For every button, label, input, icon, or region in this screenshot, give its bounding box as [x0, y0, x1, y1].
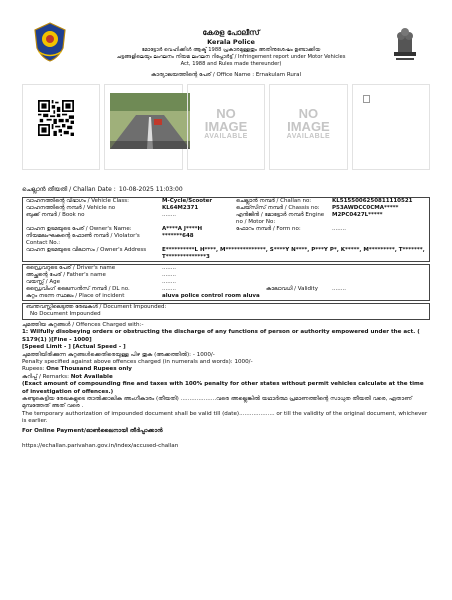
penalty-en: Penalty specified against above offences charged (in numerals and words): 1000/- — [22, 359, 253, 366]
table-row — [23, 279, 429, 286]
vehicle-class-label: വാഹനത്തിന്റെ വിഭാഗം / Vehicle Class: — [26, 198, 129, 204]
father-name-label: അച്ഛന്റെ പേര് / Father's name — [26, 272, 106, 278]
no-image-box-2 — [269, 84, 347, 170]
form-no-value: ........ — [332, 226, 346, 232]
place-label: കുറ്റം നടന്ന സ്ഥലം / Place of incident — [26, 293, 125, 299]
table-row — [23, 272, 429, 279]
challan-date-label: ചെല്ലാൻ തീയതി / Challan Date : — [22, 186, 116, 193]
title-ml: കേരള പോലീസ് — [202, 28, 260, 37]
qr-code-icon — [38, 100, 74, 136]
no-image-placeholder-1 — [198, 95, 254, 151]
driver-name-value: ........ — [162, 265, 176, 271]
table-row — [23, 205, 429, 212]
owner-address-label: വാഹന ഉടമയുടെ വിലാസം / Owner's Address — [26, 247, 147, 253]
vehicle-details-table — [22, 197, 430, 262]
chassis-no-value: P53AWDCC0CMA***** — [332, 205, 399, 211]
table-row — [23, 226, 429, 233]
driver-details-table — [22, 264, 430, 301]
contact-no-label: നിയമലംഘകന്റെ ഫോൺ നമ്പർ / Violator's Contact No.: — [26, 233, 140, 246]
kerala-police-emblem-icon — [32, 22, 68, 62]
document-impounded-box — [22, 303, 430, 320]
owner-name-label: വാഹന ഉടമയുടെ പേര് / Owner's Name: — [26, 226, 132, 232]
document-impounded-label: ബന്തവസ്സിലെടുത്ത രേഖകൾ / Document Impounded: — [26, 304, 167, 310]
evidence-images — [22, 84, 430, 170]
no-image-available: AVAILABLE — [204, 132, 248, 140]
subtitle-3: Act, 1988 and Rules made thereunder) — [180, 61, 282, 67]
book-no-value: ........ — [162, 212, 176, 218]
no-image-text-3: NO — [298, 105, 319, 121]
no-image-available-2: AVAILABLE — [286, 132, 331, 140]
document-impounded-value: No Document Impounded — [30, 311, 101, 317]
offence-section — [22, 322, 430, 435]
table-row — [23, 247, 429, 261]
header-text — [92, 28, 370, 68]
validity-value: ........ — [332, 286, 346, 292]
validity-label: കാലാവധി / Validity — [266, 286, 318, 292]
no-image-text-2: IMAGE — [204, 118, 248, 134]
vehicle-no-label: വാഹനത്തിന്റെ നമ്പർ / Vehicle no — [26, 205, 116, 211]
temp-authorization-en: The temporary authorization of impounded document shall be valid till (date).................... or till the validity of the original document, whichever is earlier. — [22, 410, 428, 425]
age-value: ........ — [162, 279, 176, 285]
engine-no-label: എൻജിൻ / മോട്ടോർ നമ്പർ Engine no / Motor No: — [236, 212, 325, 225]
dl-no-label: ഡ്രൈവിംഗ് ലൈസൻസ് നമ്പർ / DL no. — [26, 286, 130, 292]
speed-line: [Speed Limit - ] [Actual Speed - ] — [22, 344, 126, 351]
qr-code-box — [22, 84, 100, 170]
driver-name-label: ഡ്രൈവറുടെ പേര് / Driver's name — [26, 265, 116, 271]
subtitle-2: ചട്ടങ്ങളിലെയും ലംഘനം നിയമ ലംഘന റിപ്പോർട്ട് / Infringement report under Motor Vehicles — [116, 54, 346, 60]
dl-no-value: ........ — [162, 286, 176, 292]
office-name: കാര്യാലയത്തിന്റെ പേര് / Office Name : Ernakulam Rural — [150, 72, 302, 78]
vehicle-no-value: KL64M2371 — [162, 205, 199, 211]
book-no-label: ബുക്ക് നമ്പർ / Book no — [26, 212, 85, 218]
remarks-label: കുറിപ്പ് / Remarks: — [22, 373, 69, 380]
payment-link[interactable]: https://echallan.parivahan.gov.in/index/accused-challan — [22, 443, 179, 450]
vehicle-photo — [110, 93, 190, 149]
title-en: Kerala Police — [207, 38, 255, 46]
subtitle-1: മോട്ടോർ വെഹിക്കിൾ ആക്ട് 1988 പ്രകാരമുള്ളതും അതിനുശേഷം ഉണ്ടാക്കിയ — [141, 47, 321, 53]
table-row — [23, 265, 429, 272]
form-no-label: ഫോറം നമ്പർ / Form no: — [236, 226, 301, 232]
national-emblem-icon — [390, 22, 420, 66]
engine-no-value: M2PC0427L***** — [332, 212, 383, 218]
no-image-text: NO — [216, 105, 236, 121]
header — [22, 0, 430, 70]
owner-address-value: E**********L H****, M**************, S****Y N****, P***Y P*, K*****, M*********, T*******, T**************3 — [162, 247, 425, 260]
no-image-text-4: IMAGE — [287, 118, 330, 134]
chassis-no-label: ചെയ്സിസ് നമ്പർ / Chassis no: — [236, 205, 320, 211]
penalty-ml: ചുമത്തിയിരിക്കുന്ന കുറ്റങ്ങൾക്കെതിരെയുള്ള പിഴ തുക (അക്കത്തിൽ): - 1000/- — [22, 351, 215, 358]
remarks-row — [22, 374, 430, 381]
vehicle-photo-box[interactable] — [104, 84, 182, 170]
challan-date-value: 10-08-2025 11:03:00 — [118, 186, 183, 193]
online-payment-heading: For Online Payment/ഓൺലൈനായി തീർപ്പാക്കാൻ — [22, 427, 163, 434]
table-row — [23, 293, 429, 300]
father-name-value: ........ — [162, 272, 176, 278]
offences-heading: ചുമത്തിയ കുറ്റങ്ങൾ / Offences Charged with:- — [22, 322, 144, 328]
rupees-row — [22, 366, 430, 373]
vehicle-class-value: M-Cycle/Scooter — [162, 198, 213, 204]
challan-date-row — [22, 186, 430, 194]
challan-no-value: KL5155006250811110521 — [332, 198, 413, 204]
table-row — [23, 286, 429, 293]
table-row — [23, 233, 429, 247]
broken-image-icon — [363, 95, 370, 103]
temp-authorization-ml: കണ്ടുകെട്ടിയ രേഖകളുടെ താൽക്കാലിക അംഗീകാരം (തീയതി) ....................വരെ അല്ലെങ്കിൽ യഥാർത്ഥ പ്രമാണത്തിന്റെ സാധുത തീയതി വരെ, ഏതാണ് മുമ്പത്തേത് അത് വരെ . — [22, 396, 413, 410]
place-value: aluva police control room aluva — [162, 293, 260, 299]
contact-no-value: *******648 — [162, 233, 194, 239]
owner-name-value: A****A J****H — [162, 226, 203, 232]
age-label: വയസ്സ് / Age — [26, 279, 60, 285]
remarks-value: Not Available — [70, 373, 113, 380]
no-image-box-1 — [187, 84, 265, 170]
no-image-placeholder-2 — [280, 95, 336, 151]
rupees-label: Rupees: — [22, 366, 45, 373]
table-row — [23, 198, 429, 205]
challan-no-label: ചെല്ലാൻ നമ്പർ / Challan no: — [236, 198, 312, 204]
rupees-value: One Thousand Rupees only — [46, 366, 132, 373]
table-row — [23, 212, 429, 226]
offence-item: 1: Wilfully disobeying orders or obstructing the discharge of any functions of person or authority empowered under the act. ( S179(1) )[Fine - 1000] — [22, 329, 420, 343]
compounding-note: (Exact amount of compounding fine and taxes with 100% penalty for other states without permit vehicles calculate at the time of investigation of offences.) — [22, 381, 424, 395]
broken-image-box — [352, 84, 430, 170]
